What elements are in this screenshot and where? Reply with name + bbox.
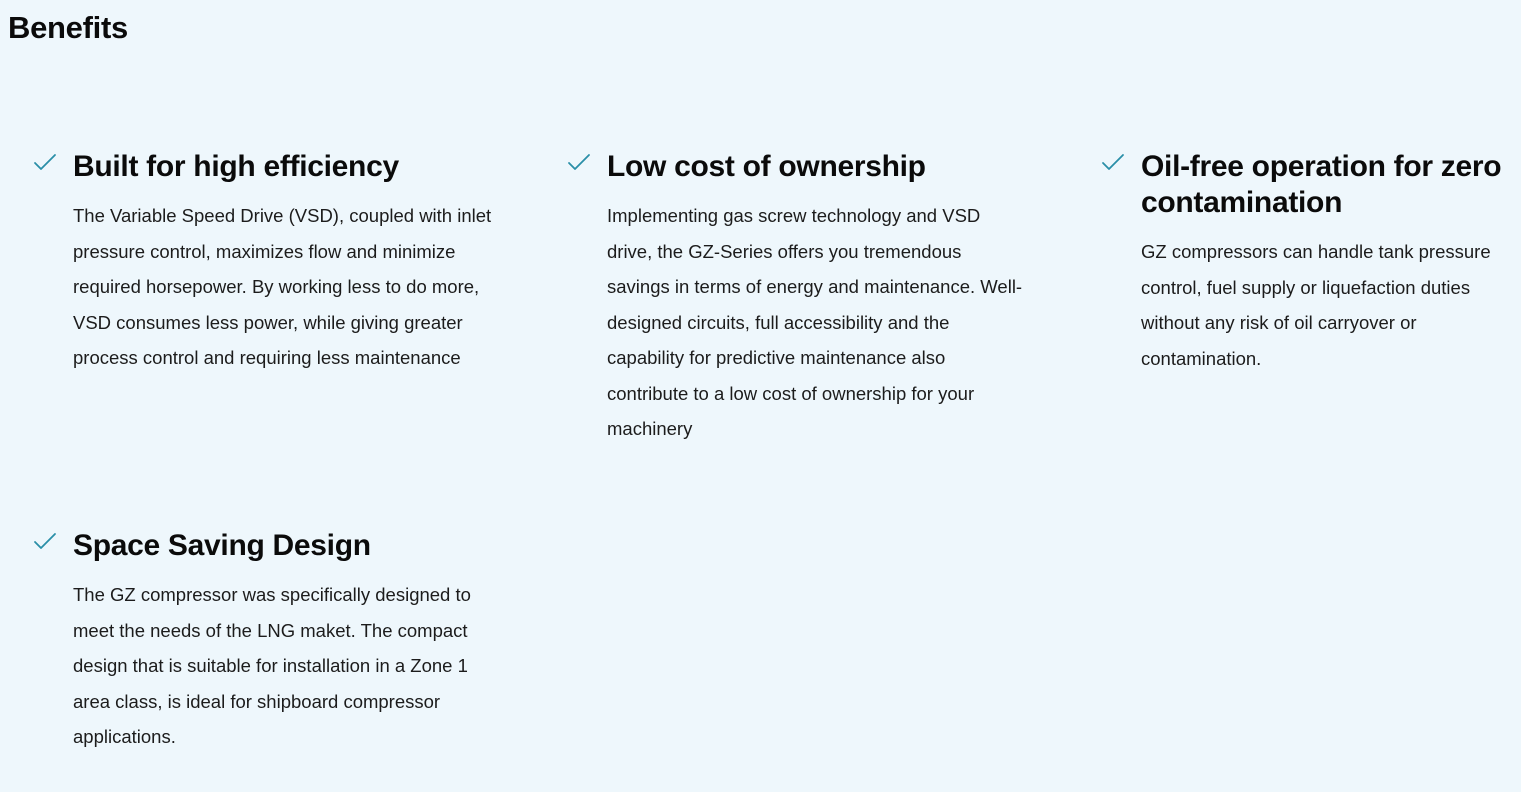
check-icon bbox=[33, 151, 57, 175]
check-icon bbox=[567, 151, 591, 175]
section-title: Benefits bbox=[8, 10, 128, 45]
benefit-title: Built for high efficiency bbox=[73, 150, 399, 183]
check-icon bbox=[33, 530, 57, 554]
benefit-item-high-efficiency bbox=[73, 149, 493, 376]
benefit-description: The GZ compressor was specifically designed to meet the needs of the LNG maket. The compact design that is suitable for installation in a Zone 1 area class, is ideal for shipboard compressor applications. bbox=[73, 584, 471, 747]
benefit-description: GZ compressors can handle tank pressure control, fuel supply or liquefaction duties without any risk of oil carryover or contamination. bbox=[1141, 241, 1491, 369]
benefit-title: Oil-free operation for zero contamination bbox=[1141, 150, 1502, 219]
benefit-item-space-saving bbox=[73, 528, 493, 755]
benefit-item-low-cost bbox=[607, 149, 1027, 447]
check-icon bbox=[1101, 151, 1125, 175]
benefit-item-oil-free bbox=[1141, 149, 1516, 376]
benefit-description: Implementing gas screw technology and VSD drive, the GZ-Series offers you tremendous savings in terms of energy and maintenance. Well-designed circuits, full accessibility and the capability for predictive maintenance also contribute to a low cost of ownership for your machinery bbox=[607, 205, 1023, 439]
benefit-title: Low cost of ownership bbox=[607, 150, 926, 183]
benefit-title: Space Saving Design bbox=[73, 529, 371, 562]
benefit-description: The Variable Speed Drive (VSD), coupled with inlet pressure control, maximizes flow and minimize required horsepower. By working less to do more, VSD consumes less power, while giving greater process control and requiring less maintenance bbox=[73, 205, 492, 368]
